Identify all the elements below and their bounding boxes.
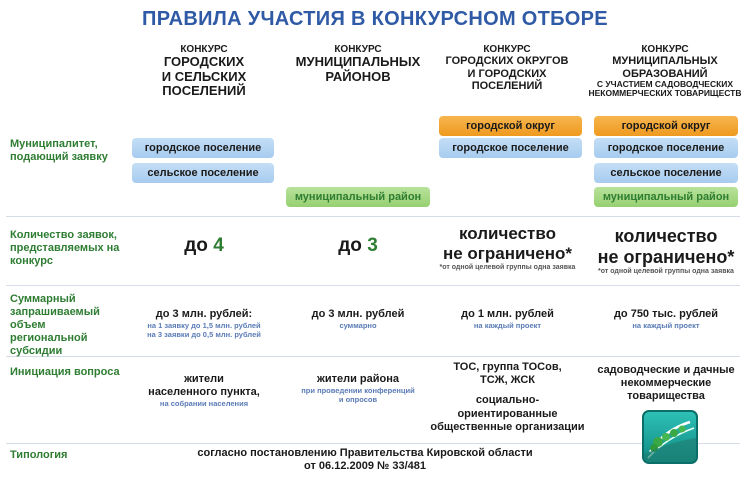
pill-urban-settlement: городское поселение [439,138,582,158]
column-header-line: ПОСЕЛЕНИЙ [162,83,246,99]
applications-note: *от одной целевой группы одна заявка [598,268,734,276]
initiative-line: ТСЖ, ЖСК [479,374,536,387]
initiative-line: товарищества [627,390,705,403]
pill-municipal-district: муниципальный район [286,187,430,207]
subsidy-note: суммарно [339,321,377,331]
column-header-line: РАЙОНОВ [325,68,391,84]
pill-rural-settlement: сельское поселение [132,163,274,183]
applications-unlimited-line2: не ограничено* [597,247,735,268]
initiative-note: при проведении конференций [301,386,415,396]
column-header-line: ОБРАЗОВАНИЙ [622,67,708,80]
pill-municipal-district: муниципальный район [594,187,738,207]
pill-urban-district: городской округ [439,116,582,136]
applications-unlimited-line1: количество [459,224,556,243]
column-header-line: С УЧАСТИЕМ САДОВОДЧЕСКИХ [596,78,734,89]
applications-unlimited-line1: количество [614,226,718,246]
initiative-col2 [282,373,434,404]
column-header-line: МУНИЦИПАЛЬНЫХ [295,54,421,70]
column-header-line: НЕКОММЕРЧЕСКИХ ТОВАРИЩЕСТВ [588,88,742,99]
subsidy-col3 [430,308,585,330]
applications-prefix: до [338,235,362,256]
initiative-line: ТОС, группа ТОСов, [453,361,562,373]
subsidy-main: до 3 млн. рублей: [155,308,253,320]
typology-line: от 06.12.2009 № 33/481 [304,460,426,473]
initiative-note: на собрании населения [159,399,249,409]
column-header-line: ГОРОДСКИХ ОКРУГОВ [445,55,569,68]
subsidy-main: до 750 тыс. рублей [613,308,719,320]
subsidy-col4 [586,308,746,330]
row-divider [6,443,740,444]
initiative-line: жители района [317,373,399,385]
row-label-typology: Типология [10,449,68,461]
initiative-line: жители [184,373,224,385]
initiative-line: некоммерческие [620,377,712,390]
applications-prefix: до [184,235,208,256]
column-header-settlements [130,44,278,99]
initiative-col3 [430,361,585,434]
subsidy-main: до 3 млн. рублей [311,308,405,320]
column-header-line: И ГОРОДСКИХ [467,67,547,80]
applications-value: 3 [367,235,378,256]
pill-urban-district: городской округ [594,116,738,136]
initiative-line: ориентированные [457,407,558,420]
garden-logo-graphic [644,412,696,462]
typology-text [140,447,590,473]
applications-col4 [586,226,746,275]
subsidy-note: на 3 заявки до 0,5 млн. рублей [147,330,261,340]
initiative-line: общественные организации [430,420,585,433]
initiative-col1 [130,373,278,408]
subsidy-note: на 1 заявку до 1,5 млн. рублей [147,321,261,331]
row-label-initiative: Инициация вопроса [10,366,120,378]
column-header-label: КОНКУРС [641,44,689,55]
applications-col1 [130,235,278,257]
column-header-line: ГОРОДСКИХ [163,54,245,70]
initiative-line: населенного пункта, [148,386,260,399]
initiative-line: социально- [475,394,540,407]
row-divider [6,285,740,286]
garden-logo-icon [642,410,698,464]
column-header-line: МУНИЦИПАЛЬНЫХ [612,55,718,68]
applications-col2 [282,235,434,257]
pill-rural-settlement: сельское поселение [594,163,738,183]
column-header-label: КОНКУРС [180,44,228,55]
column-header-urban-districts [432,44,582,92]
subsidy-note: на каждый проект [473,321,542,331]
row-divider [6,216,740,217]
row-label-municipality: Муниципалитет, подающий заявку [10,138,108,163]
subsidy-main: до 1 млн. рублей [461,308,554,320]
pill-urban-settlement: городское поселение [132,138,274,158]
column-header-districts [282,44,434,84]
column-header-label: КОНКУРС [483,44,531,55]
column-header-line: И СЕЛЬСКИХ [161,68,247,84]
initiative-line: садоводческие и дачные [597,364,735,376]
column-header-label: КОНКУРС [334,44,382,55]
applications-note: *от одной целевой группы одна заявка [439,264,576,272]
applications-value: 4 [213,235,224,256]
applications-unlimited-line2: не ограничено* [442,244,573,264]
column-header-line: ПОСЕЛЕНИЙ [471,79,543,92]
row-label-subsidy: Суммарный запрашиваемый объем региональной субсидии [10,293,100,357]
initiative-col4 [586,364,746,404]
subsidy-col1 [130,308,278,339]
column-header-municipal-formations [584,44,746,99]
pill-urban-settlement: городское поселение [594,138,738,158]
typology-line: согласно постановлению Правительства Кировской области [197,447,533,459]
page-title: ПРАВИЛА УЧАСТИЯ В КОНКУРСНОМ ОТБОРЕ [142,8,608,30]
applications-col3 [430,224,585,271]
subsidy-note: на каждый проект [632,321,700,331]
initiative-note: и опросов [338,395,378,405]
subsidy-col2 [282,308,434,330]
row-label-applications: Количество заявок, представляемых на конкурс [10,229,120,267]
